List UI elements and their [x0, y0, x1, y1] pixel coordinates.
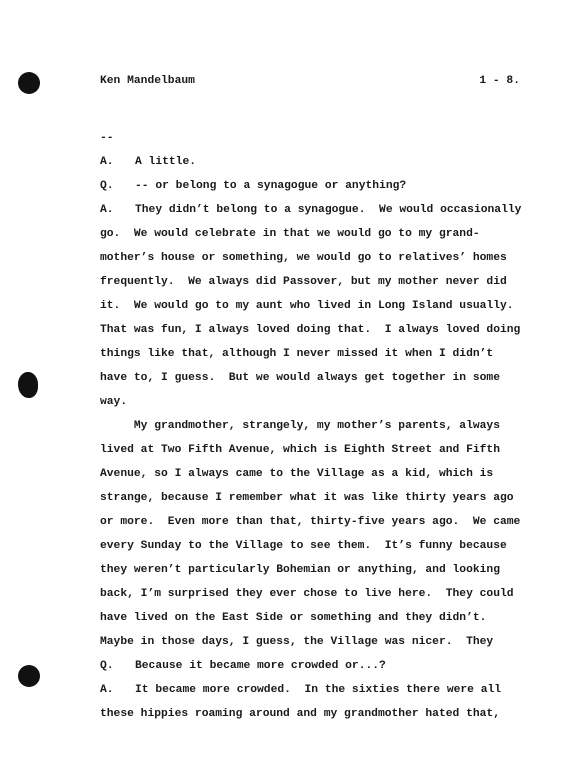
- transcript-line: or more. Even more than that, thirty-five years ago. We came: [100, 516, 521, 528]
- speaker-label: Q.: [100, 660, 114, 672]
- page-header: [100, 75, 520, 91]
- binder-hole-bottom: [18, 665, 40, 687]
- transcript-line: A. They didn’t belong to a synagogue. We would occasionally: [100, 204, 522, 216]
- speaker-label: A.: [100, 156, 114, 168]
- transcript-line: lived at Two Fifth Avenue, which is Eighth Street and Fifth: [100, 444, 500, 456]
- binder-hole-middle: [18, 372, 38, 398]
- transcript-line: they weren’t particularly Bohemian or anything, and looking: [100, 564, 500, 576]
- transcript-line: strange, because I remember what it was like thirty years ago: [100, 492, 514, 504]
- transcript-line: go. We would celebrate in that we would go to my grand-: [100, 228, 480, 240]
- speaker-label: A.: [100, 684, 114, 696]
- transcript-line: every Sunday to the Village to see them. It’s funny because: [100, 540, 507, 552]
- transcript-line: have to, I guess. But we would always get together in some: [100, 372, 500, 384]
- transcript-line: mother’s house or something, we would go to relatives’ homes: [100, 252, 507, 264]
- interviewee-name: Ken Mandelbaum: [100, 75, 195, 87]
- transcript-line: Avenue, so I always came to the Village as a kid, which is: [100, 468, 494, 480]
- transcript-line: things like that, although I never missed it when I didn’t: [100, 348, 494, 360]
- speaker-label: Q.: [100, 180, 114, 192]
- continuation-dash: --: [100, 132, 114, 144]
- page-number: 1 - 8.: [479, 75, 520, 87]
- transcript-line: it. We would go to my aunt who lived in Long Island usually.: [100, 300, 514, 312]
- transcript-line: A. A little.: [100, 156, 197, 168]
- binder-hole-top: [18, 72, 40, 94]
- transcript-line: way.: [100, 396, 128, 408]
- transcript-line: Q. Because it became more crowded or...?: [100, 660, 386, 672]
- speaker-label: A.: [100, 204, 114, 216]
- transcript-line: these hippies roaming around and my grandmother hated that,: [100, 708, 500, 720]
- transcript-line: have lived on the East Side or something and they didn’t.: [100, 612, 487, 624]
- transcript-line: That was fun, I always loved doing that. I always loved doing: [100, 324, 521, 336]
- transcript-line: My grandmother, strangely, my mother’s parents, always: [100, 420, 500, 432]
- transcript-line: frequently. We always did Passover, but my mother never did: [100, 276, 507, 288]
- transcript-line: back, I’m surprised they ever chose to live here. They could: [100, 588, 514, 600]
- transcript-line: Maybe in those days, I guess, the Village was nicer. They: [100, 636, 494, 648]
- transcript-line: A. It became more crowded. In the sixties there were all: [100, 684, 502, 696]
- transcript-line: Q. -- or belong to a synagogue or anything?: [100, 180, 407, 192]
